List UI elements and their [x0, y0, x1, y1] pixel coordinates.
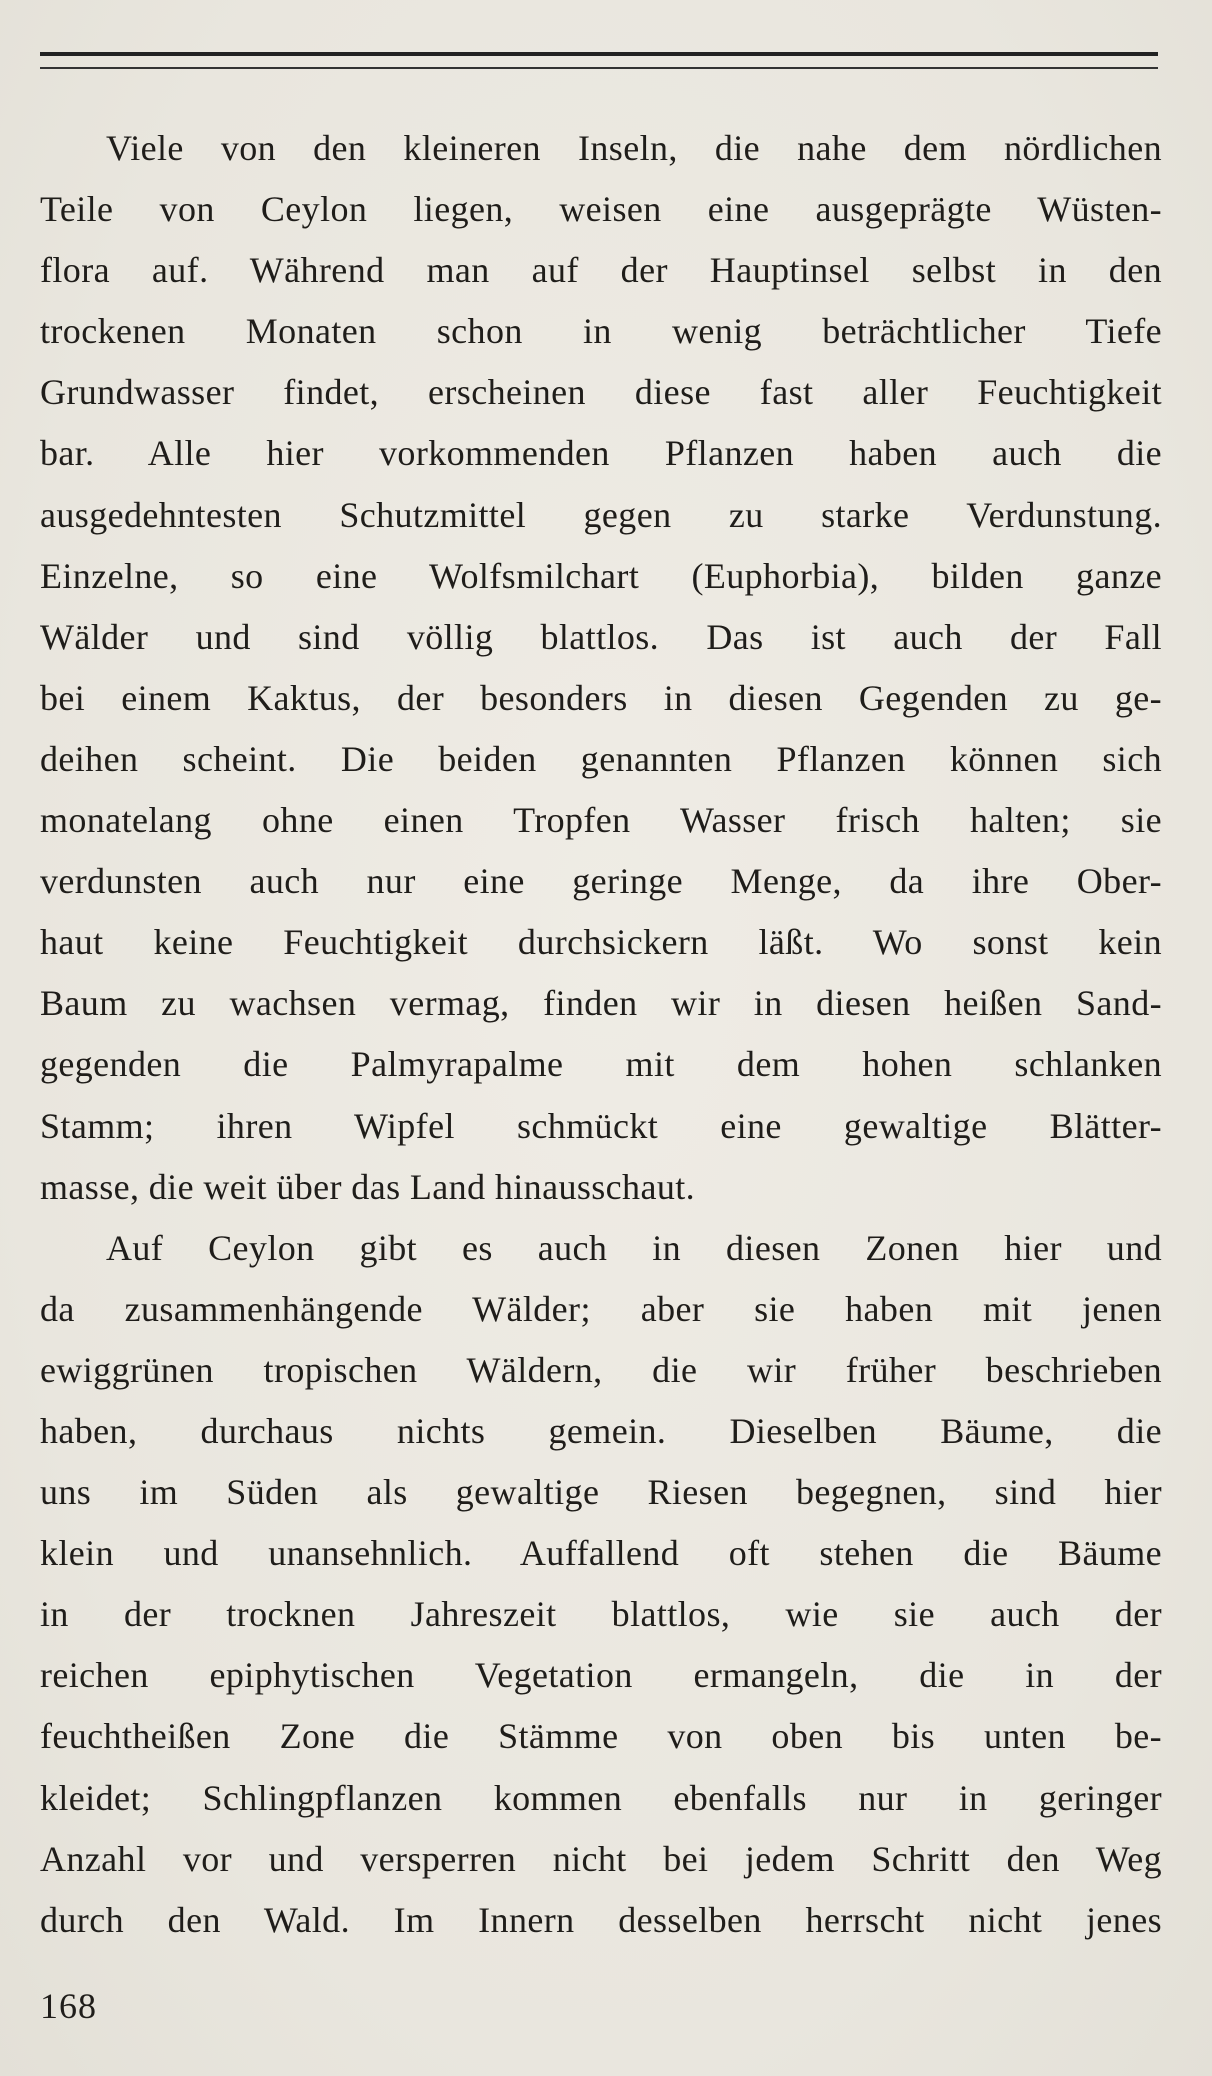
header-rule-thin: [40, 67, 1158, 69]
page-number: 168: [40, 1986, 97, 2026]
text-line: Teile von Ceylon liegen, weisen eine ausgeprägte Wüsten-: [40, 189, 1162, 230]
text-line: Wälder und sind völlig blattlos. Das ist auch der Fall: [40, 616, 1162, 657]
text-line: trockenen Monaten schon in wenig beträchtlicher Tiefe: [40, 311, 1162, 352]
text-line: Viele von den kleineren Inseln, die nahe dem nördlichen: [106, 128, 1162, 168]
text-line: feuchtheißen Zone die Stämme von oben bis unten be-: [40, 1716, 1162, 1757]
header-rule-thick: [40, 52, 1158, 56]
text-line: deihen scheint. Die beiden genannten Pflanzen können sich: [40, 738, 1162, 779]
text-line: ewiggrünen tropischen Wäldern, die wir früher beschrieben: [40, 1349, 1162, 1390]
text-line: bar. Alle hier vorkommenden Pflanzen haben auch die: [40, 433, 1162, 474]
text-line: masse, die weit über das Land hinausschaut.: [40, 1166, 696, 1207]
text-line: haut keine Feuchtigkeit durchsickern läßt. Wo sonst kein: [40, 922, 1162, 963]
text-line: gegenden die Palmyrapalme mit dem hohen schlanken: [40, 1044, 1162, 1085]
text-line: da zusammenhängende Wälder; aber sie haben mit jenen: [40, 1288, 1162, 1329]
text-line: Grundwasser findet, erscheinen diese fast aller Feuchtigkeit: [40, 372, 1162, 413]
text-line: Stamm; ihren Wipfel schmückt eine gewaltige Blätter-: [40, 1105, 1162, 1146]
text-line: Baum zu wachsen vermag, finden wir in diesen heißen Sand-: [40, 983, 1162, 1024]
body-text: [40, 118, 1162, 1951]
text-line: bei einem Kaktus, der besonders in diesen Gegenden zu ge-: [40, 677, 1162, 718]
text-line: Auf Ceylon gibt es auch in diesen Zonen hier und: [106, 1227, 1162, 1268]
text-line: haben, durchaus nichts gemein. Dieselben Bäume, die: [40, 1410, 1162, 1451]
text-line: reichen epiphytischen Vegetation ermangeln, die in der: [40, 1655, 1162, 1696]
text-line: in der trocknen Jahreszeit blattlos, wie sie auch der: [40, 1594, 1162, 1635]
text-line: Anzahl vor und versperren nicht bei jedem Schritt den Weg: [40, 1838, 1162, 1879]
text-line: flora auf. Während man auf der Hauptinsel selbst in den: [40, 250, 1162, 291]
text-line: monatelang ohne einen Tropfen Wasser frisch halten; sie: [40, 800, 1162, 841]
text-line: Einzelne, so eine Wolfsmilchart (Euphorbia), bilden ganze: [40, 555, 1162, 596]
text-line: durch den Wald. Im Innern desselben herrscht nicht jenes: [40, 1899, 1162, 1940]
text-line: klein und unansehnlich. Auffallend oft stehen die Bäume: [40, 1533, 1162, 1574]
text-line: verdunsten auch nur eine geringe Menge, da ihre Ober-: [40, 861, 1162, 902]
text-line: ausgedehntesten Schutzmittel gegen zu starke Verdunstung.: [40, 494, 1162, 535]
text-line: uns im Süden als gewaltige Riesen begegnen, sind hier: [40, 1472, 1162, 1513]
text-line: kleidet; Schlingpflanzen kommen ebenfalls nur in geringer: [40, 1777, 1162, 1818]
